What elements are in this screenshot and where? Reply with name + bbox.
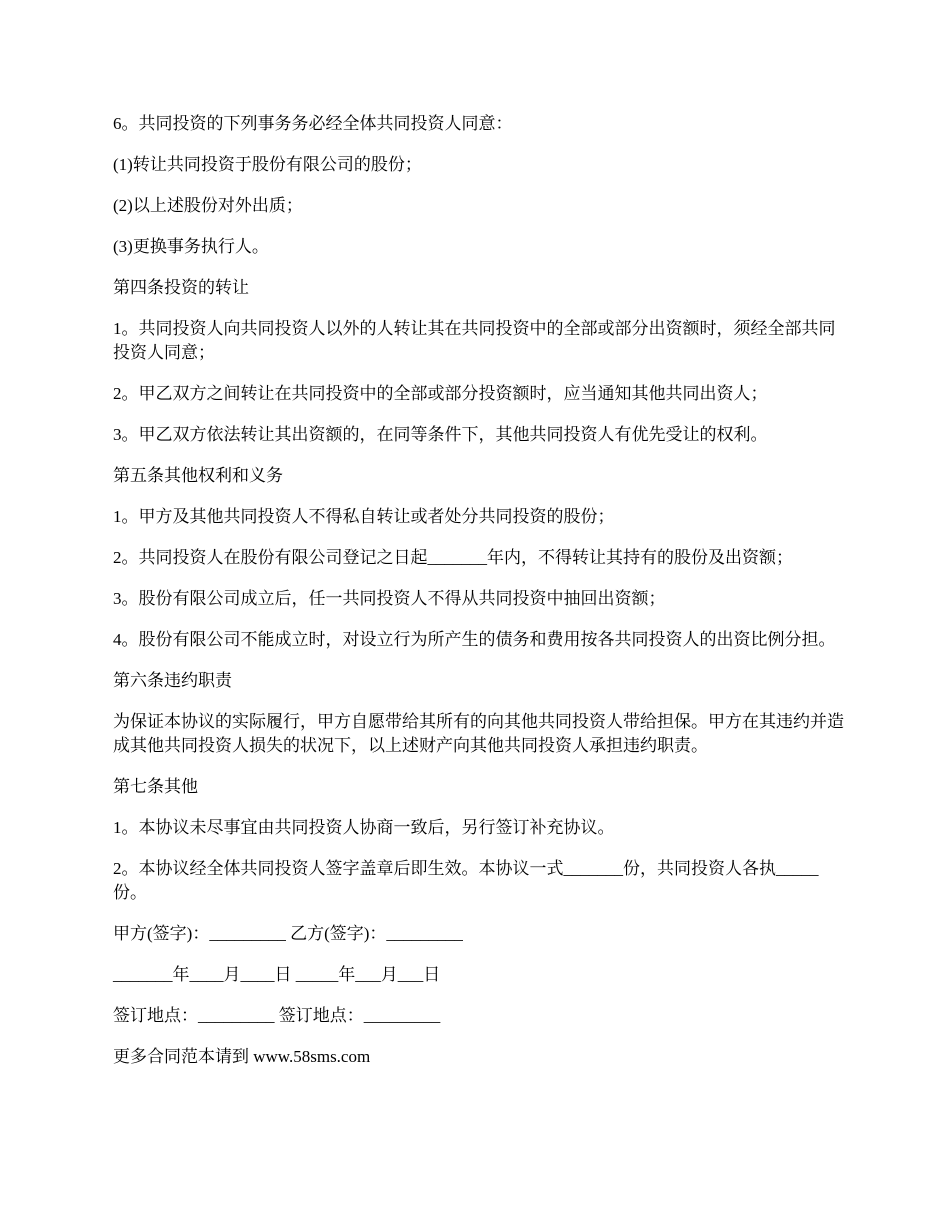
article-5-heading: 第五条其他权利和义务 bbox=[113, 466, 283, 485]
clause-6-item-2: (2)以上述股份对外出质； bbox=[113, 196, 303, 215]
signature-line: 甲方(签字)：_________ 乙方(签字)：_________ bbox=[113, 924, 463, 943]
clause-6-item-1: (1)转让共同投资于股份有限公司的股份； bbox=[113, 155, 422, 174]
footer-link-text: 更多合同范本请到 www.58sms.com bbox=[113, 1047, 371, 1066]
article-7-heading: 第七条其他 bbox=[113, 777, 198, 796]
signing-location-line: 签订地点：_________ 签订地点：_________ bbox=[113, 1006, 441, 1025]
article-7-item-1: 1。本协议未尽事宜由共同投资人协商一致后，另行签订补充协议。 bbox=[113, 818, 615, 837]
article-7-item-2: 2。本协议经全体共同投资人签字盖章后即生效。本协议一式_______份，共同投资人各执_____份。 bbox=[113, 859, 819, 902]
article-6-body: 为保证本协议的实际履行，甲方自愿带给其所有的向其他共同投资人带给担保。甲方在其违约并造成其他共同投资人损失的状况下，以上述财产向其他共同投资人承担违约职责。 bbox=[113, 712, 844, 755]
article-5-item-4: 4。股份有限公司不能成立时，对设立行为所产生的债务和费用按各共同投资人的出资比例分担。 bbox=[113, 630, 836, 649]
article-5-item-1: 1。甲方及其他共同投资人不得私自转让或者处分共同投资的股份； bbox=[113, 507, 615, 526]
article-4-heading: 第四条投资的转让 bbox=[113, 278, 249, 297]
article-4-item-2: 2。甲乙双方之间转让在共同投资中的全部或部分投资额时，应当通知其他共同出资人； bbox=[113, 384, 768, 403]
article-5-item-2: 2。共同投资人在股份有限公司登记之日起_______年内，不得转让其持有的股份及出资额； bbox=[113, 548, 793, 567]
article-4-item-3: 3。甲乙双方依法转让其出资额的，在同等条件下，其他共同投资人有优先受让的权利。 bbox=[113, 425, 768, 444]
document-body bbox=[113, 112, 848, 1086]
article-6-heading: 第六条违约职责 bbox=[113, 671, 232, 690]
clause-6-item-3: (3)更换事务执行人。 bbox=[113, 237, 269, 256]
clause-6-intro: 6。共同投资的下列事务务必经全体共同投资人同意： bbox=[113, 114, 513, 133]
article-4-item-1: 1。共同投资人向共同投资人以外的人转让其在共同投资中的全部或部分出资额时，须经全部共同投资人同意； bbox=[113, 319, 836, 362]
article-5-item-3: 3。股份有限公司成立后，任一共同投资人不得从共同投资中抽回出资额； bbox=[113, 589, 666, 608]
date-line: _______年____月____日 _____年___月___日 bbox=[113, 965, 441, 984]
